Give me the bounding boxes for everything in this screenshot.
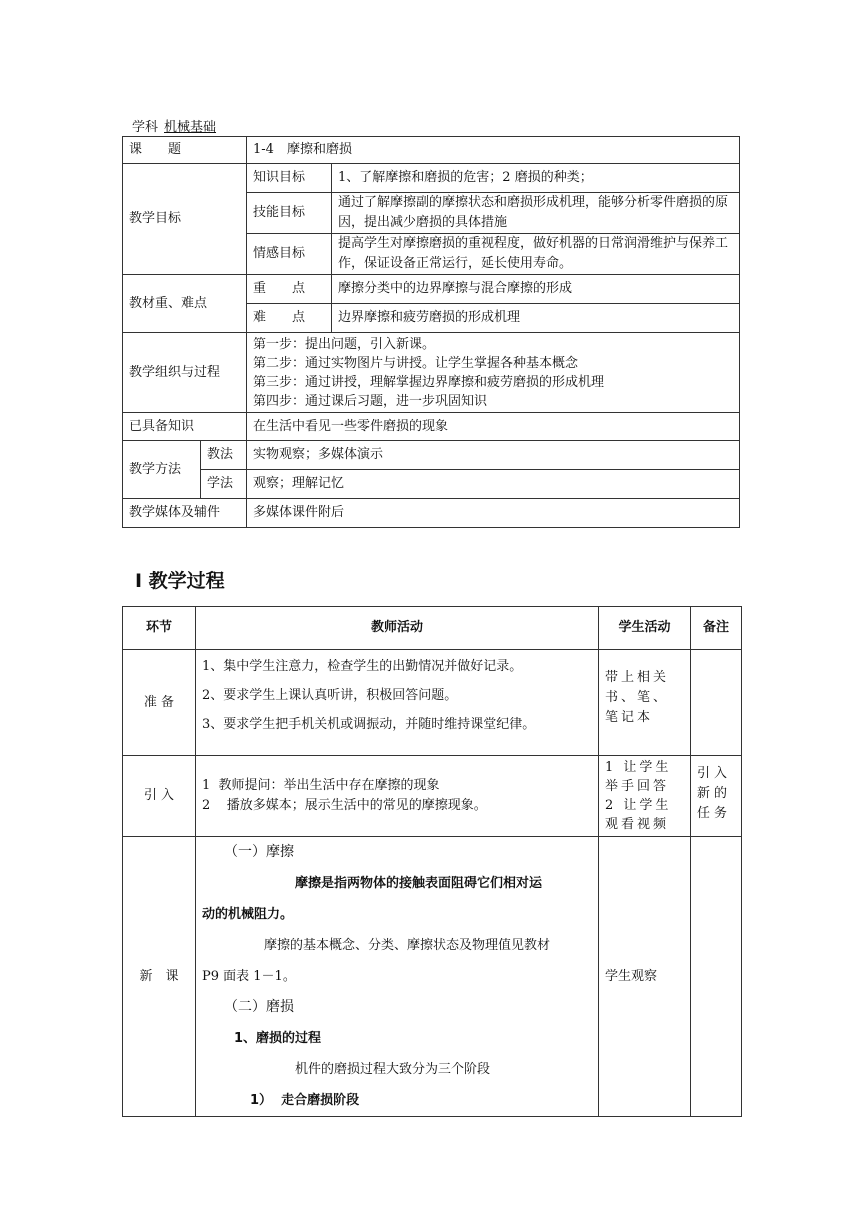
prep-note <box>691 650 742 756</box>
new-stage: 新 课 <box>123 837 196 1117</box>
prep-teacher <box>196 650 599 756</box>
emotion-label: 情感目标 <box>247 234 332 275</box>
knowledge-label: 知识目标 <box>247 164 332 193</box>
learn-method-label: 学法 <box>201 470 247 499</box>
prior-label: 已具备知识 <box>123 413 247 441</box>
new-note <box>691 837 742 1117</box>
intro-teacher <box>196 756 599 837</box>
step-3: 第三步：通过讲授，理解掌握边界摩擦和疲劳磨损的形成机理 <box>253 374 605 390</box>
friction-ref-line-1: 摩擦的基本概念、分类、摩擦状态及物理值见教材 <box>264 938 551 953</box>
header-stage: 环节 <box>123 607 196 650</box>
intro-student-line-1: 1 让学生举手回答 <box>605 760 672 794</box>
intro-student-line-2: 2 让学生观看视频 <box>605 798 672 832</box>
wear-heading: （二）磨损 <box>224 999 294 1015</box>
new-student: 学生观察 <box>599 837 691 1117</box>
process-label: 教学组织与过程 <box>123 333 247 413</box>
topic-value: 1-4 摩擦和磨损 <box>247 137 740 164</box>
key-label: 重 点 <box>247 275 332 304</box>
step-2: 第二步：通过实物图片与讲授。让学生掌握各种基本概念 <box>253 355 579 371</box>
wear-stages-text: 机件的磨损过程大致分为三个阶段 <box>295 1062 491 1077</box>
media-label: 教学媒体及辅件 <box>123 499 247 528</box>
hard-value: 边界摩擦和疲劳磨损的形成机理 <box>332 304 740 333</box>
wear-process-heading: 1、磨损的过程 <box>234 1031 322 1046</box>
header-teacher: 教师活动 <box>196 607 599 650</box>
prep-teacher-line-2: 2、要求学生上课认真听讲，积极回答问题。 <box>202 688 458 703</box>
emotion-value: 提高学生对摩擦磨损的重视程度，做好机器的日常润滑维护与保养工作，保证设备正常运行，延长使用寿命。 <box>332 234 740 275</box>
step-1: 第一步：提出问题，引入新课。 <box>253 336 436 352</box>
friction-ref-line-2: P9 面表 1－1。 <box>202 969 296 984</box>
hard-label: 难 点 <box>247 304 332 333</box>
subject-line <box>132 116 222 135</box>
prep-student: 带上相关书、笔、笔记本 <box>599 650 691 756</box>
section-title: Ⅰ 教学过程 <box>135 570 225 592</box>
intro-teacher-line-1: 1 教师提问：举出生活中存在摩擦的现象 <box>202 778 440 793</box>
prep-teacher-line-1: 1、集中学生注意力，检查学生的出勤情况并做好记录。 <box>202 659 523 674</box>
key-value: 摩擦分类中的边界摩擦与混合摩擦的形成 <box>332 275 740 304</box>
skill-value: 通过了解摩擦副的摩擦状态和磨损形成机理，能够分析零件磨损的原因，提出减少磨损的具体措施 <box>332 193 740 234</box>
friction-def-line-2: 动的机械阻力。 <box>202 907 294 922</box>
teaching-process-table <box>122 606 742 1117</box>
prep-stage: 准 备 <box>123 650 196 756</box>
subject-label: 学科 <box>132 120 159 135</box>
teach-method-value: 实物观察；多媒体演示 <box>247 441 740 470</box>
prep-teacher-line-3: 3、要求学生把手机关机或调振动，并随时维持课堂纪律。 <box>202 717 536 732</box>
new-teacher <box>196 837 599 1117</box>
goals-label: 教学目标 <box>123 164 247 275</box>
friction-heading: （一）摩擦 <box>224 844 294 860</box>
lesson-info-table <box>122 136 740 528</box>
topic-label: 课 题 <box>123 137 247 164</box>
friction-def-line-1: 摩擦是指两物体的接触表面阻碍它们相对运 <box>295 876 543 891</box>
subject-value: 机械基础 <box>164 120 217 135</box>
skill-label: 技能目标 <box>247 193 332 234</box>
prior-value: 在生活中看见一些零件磨损的现象 <box>247 413 740 441</box>
process-steps <box>247 333 740 413</box>
teach-method-label: 教法 <box>201 441 247 470</box>
header-student: 学生活动 <box>599 607 691 650</box>
media-value: 多媒体课件附后 <box>247 499 740 528</box>
method-label: 教学方法 <box>123 441 201 499</box>
learn-method-value: 观察；理解记忆 <box>247 470 740 499</box>
focus-label: 教材重、难点 <box>123 275 247 333</box>
header-note: 备注 <box>691 607 742 650</box>
intro-note: 引入新的任务 <box>691 756 742 837</box>
intro-stage: 引 入 <box>123 756 196 837</box>
wear-stage-1: 1） 走合磨损阶段 <box>250 1093 360 1108</box>
intro-student <box>599 756 691 837</box>
step-4: 第四步：通过课后习题，进一步巩固知识 <box>253 393 488 409</box>
knowledge-value: 1、了解摩擦和磨损的危害；2 磨损的种类； <box>332 164 740 193</box>
intro-teacher-line-2: 2 播放多媒本；展示生活中的常见的摩擦现象。 <box>202 798 487 813</box>
